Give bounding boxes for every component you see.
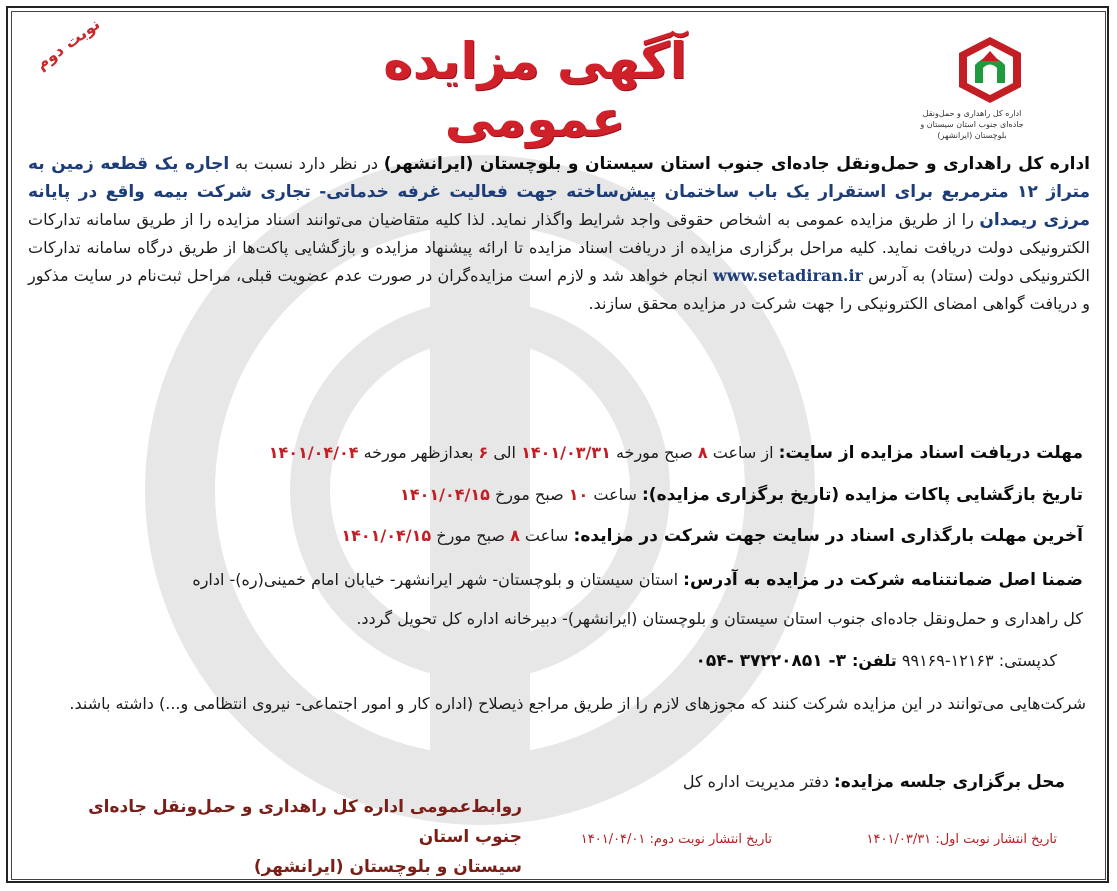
docs-date-1: ۱۴۰۱/۰۳/۳۱ [521,443,611,462]
intro-subject: اجاره یک قطعه زمین به متراژ ۱۲ مترمربع برای استقرار یک باب ساختمان پیش‌ساخته جهت فعالیت غرفه خدماتی- تجاری شرکت بیمه واقع در پایانه مرزی ریمدان [28,154,1090,230]
ad-body [28,150,1090,318]
second-pub-label: تاریخ انتشار نوبت دوم: [649,832,772,847]
guarantee-text-2: کل راهداری و حمل‌ونقل جاده‌ای جنوب استان سیستان و بلوچستان (ایرانشهر)- دبیرخانه اداره کل تحویل گردد. [356,609,1083,628]
docs-text-2: صبح مورخه [610,443,698,462]
opening-date [400,485,1083,505]
docs-deadline-label: مهلت دریافت اسناد مزایده از سایت: [778,443,1083,463]
intro-paragraph [28,150,1090,318]
guarantee-text-1: استان سیستان و بلوچستان- شهر ایرانشهر- خیابان امام خمینی(ره)- اداره [192,570,684,589]
postal-code: ۱۲۱۶۳-۹۹۱۶۹ [896,651,999,670]
intro-org: اداره کل راهداری و حمل‌ونقل جاده‌ای جنوب استان سیستان و بلوچستان (ایرانشهر) [383,154,1090,174]
opening-hour: ۱۰ [568,485,589,504]
upload-date-value: ۱۴۰۱/۰۴/۱۵ [341,526,432,545]
intro-text-3: انجام خواهد شد و لازم است مزایده‌گران در صورت عدم عضویت قبلی، مراحل ثبت‌نام در سایت مذکور و دریافت گواهی امضای الکترونیکی را جهت شرکت در مزایده محقق سازند. [28,266,1090,313]
opening-text-2: صبح مورخ [489,485,569,504]
docs-hour-2: ۶ [478,443,489,462]
footer-org-line-2: سیستان و بلوچستان (ایرانشهر) [253,857,522,877]
upload-text-2: صبح مورخ [431,526,511,545]
guarantee-label: ضمنا اصل ضمانتنامه شرکت در مزایده به آدرس: [683,570,1083,590]
docs-text-1: از ساعت [707,443,779,462]
docs-text-4: بعدازظهر مورخه [358,443,479,462]
eligibility-text: شرکت‌هایی می‌توانند در این مزایده شرکت کنند که مجوزهای لازم را از طریق مراجع ذیصلاح (اداره کار و امور اجتماعی- نیروی انتظامی و...) داشته باشند. [69,694,1086,713]
turn-label: نوبت دوم [32,14,104,74]
first-pub-label: تاریخ انتشار نوبت اول: [935,832,1057,847]
intro-text-2: را از طریق مزایده عمومی به اشخاص حقوقی واجد شرایط واگذار نماید. لذا کلیه متقاضیان می‌توانند اسناد مزایده را از طریق سامانه تدارکات الکترونیکی دولت دریافت نماید. کلیه مراحل برگزاری مزایده از دریافت اسناد مزایده تا ارائه پیشنهاد مزایده و بازگشایی پاکت‌ها از طریق درگاه سامانه تدارکات الکترونیکی دولت (ستاد) به آدرس [28,210,1090,285]
opening-date-value: ۱۴۰۱/۰۴/۱۵ [400,485,490,504]
docs-date-2: ۱۴۰۱/۰۴/۰۴ [268,443,359,462]
eligibility-block [36,690,1086,718]
phone-number: ۳- ۳۷۲۲۰۸۵۱ -۰۵۴ [695,651,852,671]
first-publication [867,832,1057,847]
phone-label: تلفن: [851,651,897,670]
opening-text-1: ساعت [588,485,642,504]
upload-text-1: ساعت [519,526,574,545]
setad-link[interactable]: www.setadiran.ir [712,266,863,285]
opening-label: تاریخ بازگشایی پاکات مزایده (تاریخ برگزاری مزایده): [642,485,1083,505]
footer-org [42,792,522,882]
contact-line [696,651,1058,671]
first-pub-date: ۱۴۰۱/۰۳/۳۱ [866,832,936,847]
venue-text: دفتر مدیریت اداره کل [682,772,834,791]
postal-label: کدپستی: [998,651,1057,670]
footer-org-line-1: روابط‌عمومی اداره کل راهداری و حمل‌ونقل جاده‌ای جنوب استان [88,797,522,847]
venue-label: محل برگزاری جلسه مزایده: [833,772,1065,792]
guarantee-line-2 [356,609,1083,628]
second-pub-date: ۱۴۰۱/۰۴/۰۱ [580,832,650,847]
second-publication [581,832,772,847]
upload-hour: ۸ [510,526,520,545]
upload-deadline [341,526,1083,546]
venue-line [683,772,1065,792]
org-caption: اداره کل راهداری و حمل‌ونقل جاده‌ای جنوب استان سیستان و بلوچستان (ایرانشهر) [920,109,1024,140]
upload-label: آخرین مهلت بارگذاری اسناد در سایت جهت شرکت در مزایده: [573,526,1083,546]
docs-deadline [269,443,1083,463]
guarantee-line-1 [192,570,1083,590]
docs-hour-1: ۸ [697,443,708,462]
intro-text-1: در نظر دارد نسبت به [229,154,384,173]
docs-text-3: الی [488,443,522,462]
road-transport-logo-icon [955,35,1025,105]
page-title: آگهی مزایده عمومی [383,32,687,148]
